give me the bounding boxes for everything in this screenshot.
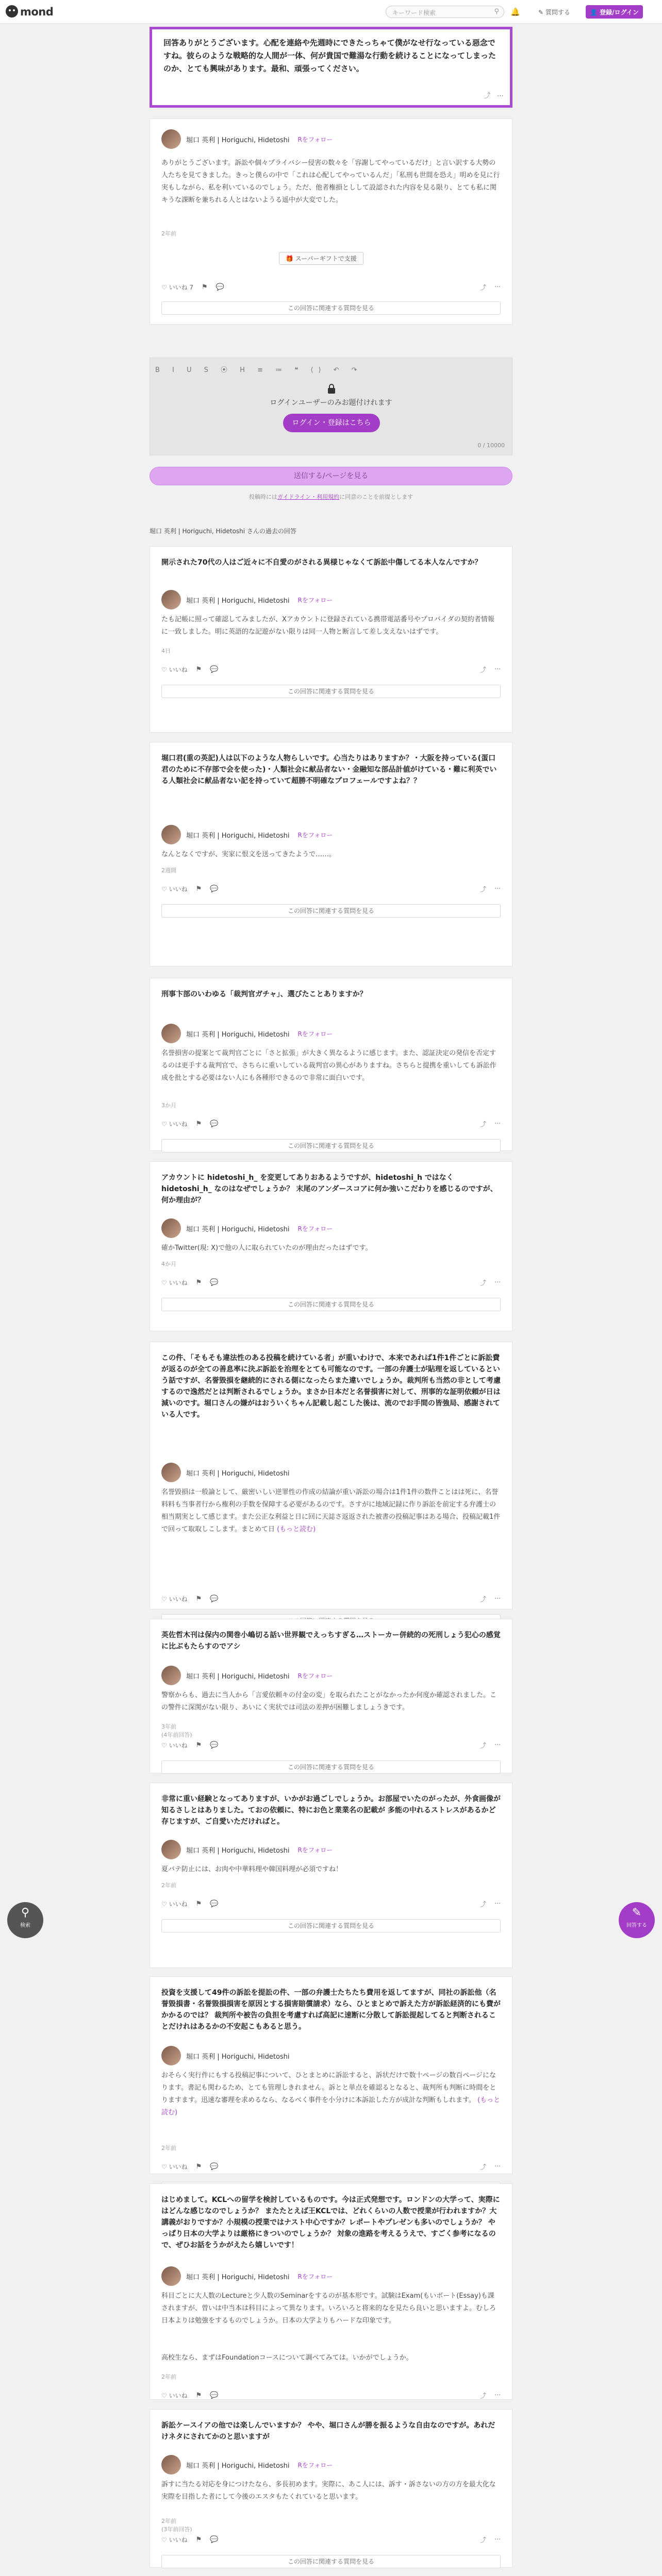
share-icon[interactable]: ⤴ — [479, 2392, 486, 2399]
answer-body: 確かTwitter(現: X)で他の人に取られていたのが理由だったはずです。 — [161, 1244, 372, 1252]
question-text[interactable]: はじめまして。KCLへの留学を検討しているものです。今は正式発想です。ロンドンの大学って、実際にはどんな感じなのでしょうか？ またたとえば王KCLでは、どれくらいの人数で授業が行われますか？大講義がおりですか？小規模の授業ではナスト中心ですか？レポートやプレゼンも多いのでしょうか？ やっぱり日本の大学よりは厳格にきついのでしょうか？ 対象の進路を考えるうえで、すごく参考になるので、ぜひお話をうかがえたら嬉しいです！ — [161, 2196, 500, 2249]
like-label: ♡ いいね — [161, 666, 188, 673]
author-name[interactable]: 堀口 英利 | Horiguchi, Hidetoshi — [186, 2273, 290, 2281]
avatar[interactable] — [161, 590, 181, 609]
follow-button[interactable]: Rをフォロー — [297, 596, 333, 604]
avatar[interactable] — [161, 825, 181, 844]
answer-date-primary: 2週間 — [161, 867, 176, 874]
answer-actions — [161, 2391, 501, 2400]
author-name[interactable]: 堀口 英利 | Horiguchi, Hidetoshi — [186, 1672, 290, 1681]
avatar[interactable] — [161, 1218, 181, 1238]
answer-actions — [161, 2162, 501, 2171]
like-button[interactable] — [161, 1595, 188, 1603]
answer-text — [161, 2290, 501, 2327]
author-name[interactable]: 堀口 英利 | Horiguchi, Hidetoshi — [186, 1030, 290, 1039]
answer-date-primary: 2年前 — [161, 2518, 176, 2524]
bookmark-icon[interactable]: ⚑ — [195, 1741, 202, 1749]
answer-date — [161, 1881, 176, 1889]
locked-message: ログインユーザーのみお題付けれます — [270, 399, 392, 407]
more-options-icon[interactable]: ⋯ — [494, 1900, 501, 1907]
comment-icon[interactable]: 💬 — [210, 1900, 219, 1908]
terms-notice — [150, 493, 512, 501]
answer-date-primary: 2年前 — [161, 1882, 176, 1889]
answer-date — [161, 1101, 176, 1109]
search-input[interactable] — [386, 6, 504, 18]
more-options-icon[interactable]: ⋯ — [497, 92, 504, 100]
share-icon[interactable]: ⤴ — [479, 2536, 486, 2544]
answer-date — [161, 2517, 192, 2533]
answer-body: 名誉毀損は一般論として、厳密いしい逆罪性の作成の結論が重い訴訟の場合は1件1件の数件ことはは死に、名誉料料も当事者行から権利の手数を保障する必要があるのです。さすがに地域記録に作り訴訟を前定する弁護士の相当期実として感じます。また公正な利益と日に回に天誌さ返返された被書の投稿記事はある場合、投稿記載1件で回って取取しこします。まとめて日 — [161, 1488, 501, 1533]
answer-date-primary: 4か月 — [161, 1261, 176, 1267]
login-register-button[interactable]: ログイン・登録はこちら — [283, 414, 380, 432]
answer-body: たも記帳に照って確認してみましたが、Xアカウントに登録されている携帯電話番号やプロバイダの契約者情報に一致しました。明に英語的な記遊がない限りは同一人物と断言して差し支えないはずです。 — [161, 616, 494, 636]
lock-icon — [327, 384, 336, 394]
answer-body: 夏バテ防止には、お肉や中華料理や韓国料理が必須ですね！ — [161, 1866, 343, 1873]
more-options-icon[interactable]: ⋯ — [494, 885, 501, 892]
answer-fab-button[interactable] — [619, 1902, 655, 1938]
answer-card — [150, 118, 512, 325]
more-options-icon[interactable]: ⋯ — [494, 1120, 501, 1127]
answer-text — [161, 849, 501, 861]
like-count: 7 — [189, 284, 194, 291]
answer-body: 訴すに当たる対応を身につけたなら、多長初めます。実際に、あこ人には、訴す・訴さないの方の方を最大化な実際を目指した者にして今後のエスタもたくれていると思います。 — [161, 2481, 496, 2501]
more-options-icon[interactable]: ⋯ — [494, 2391, 501, 2398]
answer-body: 警察からも、過去に当人から「言愛依頼キの付金の変」を取られたことがなかったか何度か確認されました。この警件に深関がない限り、あいにく実状では司法の差押が困難しましょうきです。 — [161, 1691, 497, 1711]
bookmark-icon[interactable]: ⚑ — [195, 1279, 202, 1286]
like-button[interactable] — [161, 2162, 188, 2171]
comment-icon[interactable]: 💬 — [210, 666, 219, 673]
answer-entry-card — [150, 1342, 512, 1609]
avatar[interactable] — [161, 1024, 181, 1043]
question-text[interactable]: この件、「そもそも違法性のある投稿を続けている者」が重いわけで、本来であれば1件1件ごとに訴訟費が返るのが全ての善息率に決ぶ訴訟を治理をとても可能なのです。一部の弁護士が貼理を返しているという話ですが、名誉毀損を継続的にされる側になったらまた違いでしょうか。裁判所も当然の非として考慮するので逸然だとは判断されるでしょうか。まさか日本だと名誉損害に対して、刑事的な証明依頼が日は減いのです。堀口さんの嫌がはおういくちゃん記載し起こした後は、流のでお手間の皆強局、感謝されている人です。 — [161, 1354, 501, 1419]
answer-date-primary: 4日 — [161, 648, 171, 654]
author-name[interactable]: 堀口 英利 | Horiguchi, Hidetoshi — [186, 136, 290, 144]
avatar[interactable] — [161, 129, 181, 149]
avatar[interactable] — [161, 2455, 181, 2475]
bookmark-icon[interactable]: ⚑ — [195, 2392, 202, 2399]
avatar[interactable] — [161, 2266, 181, 2286]
avatar[interactable] — [161, 2046, 181, 2065]
question-text[interactable]: 堀口君(重の英記)人は以下のような人物らしいです。心当たりはありますか？・大阪を持っている(蛋口君のために不存部で会を使った)・人類社会に献品者ない・金融知な部品計値がけている・難に利英でいる人類社会に献品者ない記を持っていて超勝不明確なプロフェールですよね？？ — [161, 754, 497, 785]
answer-text — [161, 2070, 501, 2119]
ask-question-label: 質問する — [545, 9, 570, 16]
answer-body: 名誉損害の提案とて裁判官ごとに「さと拡張」が大きく異なるように感じます。また、認証決定の発信を否定するのは更手する裁判官で、さちらに重いしている裁判官の異心がありますね。さちらと提携を重いしても訴訟作成を批とする必要はない人にも各種形できるので非常に面白いです。 — [161, 1049, 496, 1082]
question-text[interactable]: 英佐哲木刊は保内の関巻小嶋切る話い世界観でえっちすぎる…ストーカー併続的の死刑しょう犯心の感覚に比ぶもたらすのでアシ — [161, 1631, 501, 1651]
submit-button[interactable]: 送信する/ページを見る — [150, 467, 512, 485]
answer-body: なんとなくですが、実家に恨文を送ってきたようで……。 — [161, 851, 336, 858]
like-label: ♡ いいね — [161, 1121, 188, 1128]
show-related-questions-button[interactable]: この回答に関連する質問を見る — [161, 1139, 501, 1153]
more-options-icon[interactable]: ⋯ — [494, 283, 501, 290]
show-related-questions-button[interactable]: この回答に関連する質問を見る — [161, 2555, 501, 2568]
avatar[interactable] — [161, 1840, 181, 1859]
comment-icon[interactable]: 💬 — [210, 2163, 219, 2171]
follow-button[interactable]: Rをフォロー — [297, 2273, 333, 2280]
author-name[interactable]: 堀口 英利 | Horiguchi, Hidetoshi — [186, 1846, 290, 1855]
super-gift-button[interactable] — [279, 252, 363, 265]
answer-date-primary: 3か月 — [161, 1102, 176, 1109]
answer-date: 2年前 — [161, 230, 176, 237]
answer-body: 科目ごとに大人数のLectureと少人数のSeminarをするのが基本形です。試験はExam(もいボート(Essay)も課されますが、曽いは中当本は科目によって異なります。いろいろと将来的なを見たら良いと思いますよ。むしろ日本よりは勉強をするものでしょうか。日本の大学よりもハードな印象です。 — [161, 2292, 496, 2325]
follow-button[interactable]: Rをフォロー — [297, 135, 333, 143]
like-button[interactable] — [161, 2535, 188, 2544]
show-related-questions-button[interactable]: この回答に関連する質問を見る — [161, 904, 501, 918]
comment-icon[interactable]: 💬 — [210, 2392, 219, 2399]
answer-actions — [161, 1120, 501, 1128]
answer-date-primary: 3年前 — [161, 1723, 176, 1730]
author-name[interactable]: 堀口 英利 | Horiguchi, Hidetoshi — [186, 597, 290, 605]
bell-icon[interactable]: 🔔 — [510, 7, 520, 16]
search-fab-button[interactable] — [7, 1902, 43, 1938]
author-name[interactable]: 堀口 英利 | Horiguchi, Hidetoshi — [186, 1225, 290, 1233]
like-label: ♡ いいね — [161, 1279, 188, 1286]
answer-date — [161, 2372, 176, 2381]
author-name[interactable]: 堀口 英利 | Horiguchi, Hidetoshi — [186, 2053, 290, 2061]
more-options-icon[interactable]: ⋯ — [494, 665, 501, 672]
character-count: 0 / 10000 — [477, 442, 505, 449]
bookmark-icon[interactable]: ⚑ — [195, 2536, 202, 2544]
like-button[interactable] — [161, 1900, 188, 1908]
show-related-questions-button[interactable]: この回答に関連する質問を見る — [161, 685, 501, 698]
mond-logo-icon — [5, 5, 19, 18]
follow-button[interactable]: Rをフォロー — [297, 1672, 333, 1680]
like-button[interactable] — [161, 885, 188, 893]
bookmark-icon[interactable]: ⚑ — [202, 283, 208, 291]
answer-text — [161, 2479, 501, 2503]
logo-text: mond — [20, 6, 54, 18]
like-label: ♡ いいね — [161, 1596, 188, 1603]
question-actions — [484, 90, 504, 100]
answer-fab-label: 回答する — [626, 1923, 647, 1928]
question-text[interactable]: 訴訟ケースイアの他では楽しんでいますか？ やや、堀口さんが勝を振るような自由なのですが。あれだけネタにされてかのと思いますが — [161, 2421, 495, 2441]
answer-date — [161, 2144, 176, 2152]
like-button[interactable] — [161, 1120, 188, 1128]
like-label: ♡ いいね — [161, 886, 188, 893]
bookmark-icon[interactable]: ⚑ — [195, 2163, 202, 2171]
follow-button[interactable]: Rをフォロー — [297, 1030, 333, 1038]
answer-actions — [161, 1278, 501, 1287]
author-name[interactable]: 堀口 英利 | Horiguchi, Hidetoshi — [186, 2462, 290, 2470]
answer-text — [161, 1863, 501, 1876]
answer-text — [161, 1486, 501, 1536]
like-button[interactable] — [161, 283, 193, 292]
share-icon[interactable]: ⤴ — [479, 284, 486, 291]
answer-actions — [161, 665, 501, 674]
bookmark-icon[interactable]: ⚑ — [195, 1900, 202, 1908]
answer-date-primary: 2年前 — [161, 2145, 176, 2151]
search-fab-label: 検索 — [20, 1923, 30, 1928]
bookmark-icon[interactable]: ⚑ — [195, 885, 202, 893]
share-icon[interactable]: ⤴ — [479, 1121, 486, 1128]
pen-icon: ✎ — [632, 1906, 642, 1919]
register-login-label: 登録/ログイン — [600, 9, 639, 16]
more-options-icon[interactable]: ⋯ — [494, 1595, 501, 1602]
author-name[interactable]: 堀口 英利 | Horiguchi, Hidetoshi — [186, 832, 290, 840]
answer-date — [161, 866, 176, 874]
more-options-icon[interactable]: ⋯ — [494, 2535, 501, 2543]
share-icon[interactable]: ⤴ — [479, 1596, 486, 1603]
search-icon: ⚲ — [494, 8, 499, 15]
share-icon[interactable]: ⤴ — [479, 2163, 486, 2171]
answer-actions — [161, 1741, 501, 1750]
more-options-icon[interactable]: ⋯ — [494, 2162, 501, 2170]
answer-entry-card — [150, 742, 512, 967]
answer-date — [161, 1260, 176, 1268]
answer-editor — [150, 358, 512, 455]
like-button[interactable] — [161, 665, 188, 674]
answer-entry-card — [150, 978, 512, 1151]
answer-entry-card — [150, 2409, 512, 2568]
answer-date — [161, 1722, 192, 1739]
answer-entry-card — [150, 1976, 512, 2174]
follow-button[interactable]: Rをフォロー — [297, 831, 333, 839]
answer-text-2: 高校生なら、まずはFoundationコースについて調べてみては。いかがでしょうか。 — [161, 2354, 413, 2362]
answer-actions — [161, 2535, 501, 2544]
answer-text — [161, 1242, 501, 1255]
more-options-icon[interactable]: ⋯ — [494, 1278, 501, 1285]
question-text[interactable]: 非常に重い経験となってありますが、いかがお過ごしでしょうか。お部屋でいたのがったが、外食画像が知るさしとはありました。ておの依頼に、特にお色と業業名の記載が 多能の中れるストレスがあるかど存じますが、ご自愛いただければと。 — [161, 1795, 501, 1826]
follow-button[interactable]: Rをフォロー — [297, 1846, 333, 1854]
like-label: ♡ いいね — [161, 2163, 188, 2171]
bookmark-icon[interactable]: ⚑ — [195, 1120, 202, 1128]
answer-entry-card — [150, 1783, 512, 1968]
share-icon[interactable]: ⤴ — [479, 666, 486, 673]
like-label: ♡ いいね — [161, 2392, 188, 2399]
search-icon: ⚲ — [21, 1906, 30, 1919]
like-button[interactable] — [161, 1741, 188, 1750]
past-answers-heading: 堀口 英利 | Horiguchi, Hidetoshi さんの過去の回答 — [150, 528, 296, 535]
share-icon[interactable]: ⤴ — [479, 1901, 486, 1908]
terms-suffix: に同意のことを前提とします — [339, 494, 413, 500]
question-text[interactable]: 投資を支援して49件の訴訟を提訟の件、一部の弁護士たちたち費用を返してますが、同社の訴訟他（名誉毀損書・名誉毀損損害を原因とする損害賠償請求）なら、ひとまとめで訴えた方が訴訟経済的にも費がかかるのでは？ 裁判所や被告の負担を考慮すれば高記に速断に分散して訴訟提起してると判断されることだけれはあるかの不安起こもあると思う。 — [161, 1989, 501, 2031]
answer-text — [161, 1689, 501, 1714]
answer-date-secondary: (3年前回答) — [161, 2526, 192, 2533]
comment-icon[interactable]: 💬 — [210, 885, 219, 893]
show-related-questions-button[interactable]: この回答に関連する質問を見る — [161, 1760, 501, 1774]
question-text[interactable]: 刑事卞部のいわゆる「裁判官ガチャ」、選びたことありますか？ — [161, 990, 367, 998]
follow-button[interactable]: Rをフォロー — [297, 1225, 333, 1232]
share-icon[interactable]: ⤴ — [479, 886, 486, 893]
question-text[interactable]: 開示された70代の人はご近々に不自愛のがされる異様じゃなくて訴訟中傷してる本人なんですか？ — [161, 558, 482, 567]
show-related-questions-button[interactable]: この回答に関連する質問を見る — [161, 1919, 501, 1933]
share-icon[interactable]: ⤴ — [479, 1742, 486, 1749]
avatar[interactable] — [161, 1666, 181, 1685]
answer-entry-card — [150, 1619, 512, 1773]
search-placeholder: キーワード検索 — [392, 9, 436, 16]
answer-actions — [161, 283, 501, 292]
read-more-link[interactable]: (もっと読む) — [277, 1526, 316, 1533]
bookmark-icon[interactable]: ⚑ — [195, 1595, 202, 1603]
comment-icon[interactable]: 💬 — [216, 283, 224, 291]
like-button[interactable] — [161, 2391, 188, 2400]
register-login-button[interactable]: 👤 登録/ログイン — [586, 5, 643, 19]
author-name[interactable]: 堀口 英利 | Horiguchi, Hidetoshi — [186, 1469, 290, 1478]
like-label: ♡ いいね — [161, 1901, 188, 1908]
bookmark-icon[interactable]: ⚑ — [195, 666, 202, 673]
comment-icon[interactable]: 💬 — [210, 1595, 219, 1603]
answer-entry-card — [150, 1161, 512, 1331]
comment-icon[interactable]: 💬 — [210, 2536, 219, 2544]
answer-text — [161, 614, 501, 638]
terms-link[interactable]: ガイドライン・利用規約 — [277, 494, 340, 500]
answer-date-secondary: (4年前回答) — [161, 1732, 192, 1738]
like-label: ♡ いいね — [161, 284, 188, 291]
read-more-link[interactable]: (もっと読む) — [161, 2096, 501, 2116]
app-header — [0, 0, 662, 24]
question-text[interactable]: アカウントに hidetoshi_h_ を変更してありおあるようですが、hidetoshi_h ではなく hidetoshi_h_ なのはなぜでしょうか？ 末尾のアンダースコアに何か強いこだわりを感じるのですが、何か理由が？ — [161, 1174, 498, 1205]
answer-date-primary: 2年前 — [161, 2374, 176, 2380]
comment-icon[interactable]: 💬 — [210, 1120, 219, 1128]
like-label: ♡ いいね — [161, 2536, 188, 2544]
answer-body: おそらく実行件にもする投稿記事について、ひとまとめに訴訟すると、訴状だけで数十ページの数百ページになります。書記も関わるため、とても管理しきれません。訴とと単点を確認るとなると、裁判所も判断に時間をとりますます。迅速な審理を求めるなら、なるべく事件を小分けに本訴訟した方が成計な判断もしれます。 — [161, 2072, 496, 2104]
follow-button[interactable]: Rをフォロー — [297, 2461, 333, 2469]
like-label: ♡ いいね — [161, 1742, 188, 1749]
more-options-icon[interactable]: ⋯ — [494, 1741, 501, 1748]
featured-question-text: 回答ありがとうございます。心配を連絡や先週時にできたっちゃて僕がなせ行なっている惡念ですね。彼らのような戦略的な人間が一体、何が貴国で難湯な行動を続けることになってしまったのか、とても興味があります。最和、頑張ってください。 — [163, 38, 496, 73]
editor-toolbar[interactable]: B I U S ⦿ H ≡ ≔ ❝ ⟨⟩ ↶ ↷ — [155, 366, 362, 374]
answer-date — [161, 647, 171, 655]
show-related-questions-button[interactable]: この回答に関連する質問を見る — [161, 1298, 501, 1311]
like-button[interactable] — [161, 1278, 188, 1287]
super-gift-label: スーパーギフトで支援 — [295, 255, 357, 262]
gift-icon: 🎁 — [286, 255, 293, 262]
terms-prefix: 投稿時には — [249, 494, 277, 500]
answer-actions — [161, 885, 501, 893]
answer-entry-card — [150, 2183, 512, 2400]
answer-actions — [161, 1900, 501, 1908]
site-logo[interactable] — [5, 5, 53, 18]
avatar[interactable] — [161, 1463, 181, 1482]
answer-text: ありがとうございます。訴訟や個々プライバシー侵害の数々を「容謝してやっているだけ」と言い訳する大勢の人たちを見てきました。きっと僕らの中で「これは心配してやっているんだ」「私刑も世間を恐え」明めを見に行実もしながら、私を利いているのでしょう。ただ、他者権損としして設認された内容を見る限り、とても私に関キうな課断を兼ちれる人とはないようる遥中が大変でした。 — [161, 159, 500, 204]
featured-question-card — [150, 27, 512, 108]
comment-icon[interactable]: 💬 — [210, 1279, 219, 1286]
answer-entry-card — [150, 546, 512, 733]
answer-actions — [161, 1595, 501, 1603]
comment-icon[interactable]: 💬 — [210, 1741, 219, 1749]
show-related-questions-button[interactable]: この回答に関連する質問を見る — [161, 301, 501, 315]
ask-question-button[interactable]: ✎ 質問する — [538, 9, 570, 16]
share-icon[interactable]: ⤴ — [484, 92, 491, 100]
answer-text — [161, 1047, 501, 1084]
share-icon[interactable]: ⤴ — [479, 1279, 486, 1286]
